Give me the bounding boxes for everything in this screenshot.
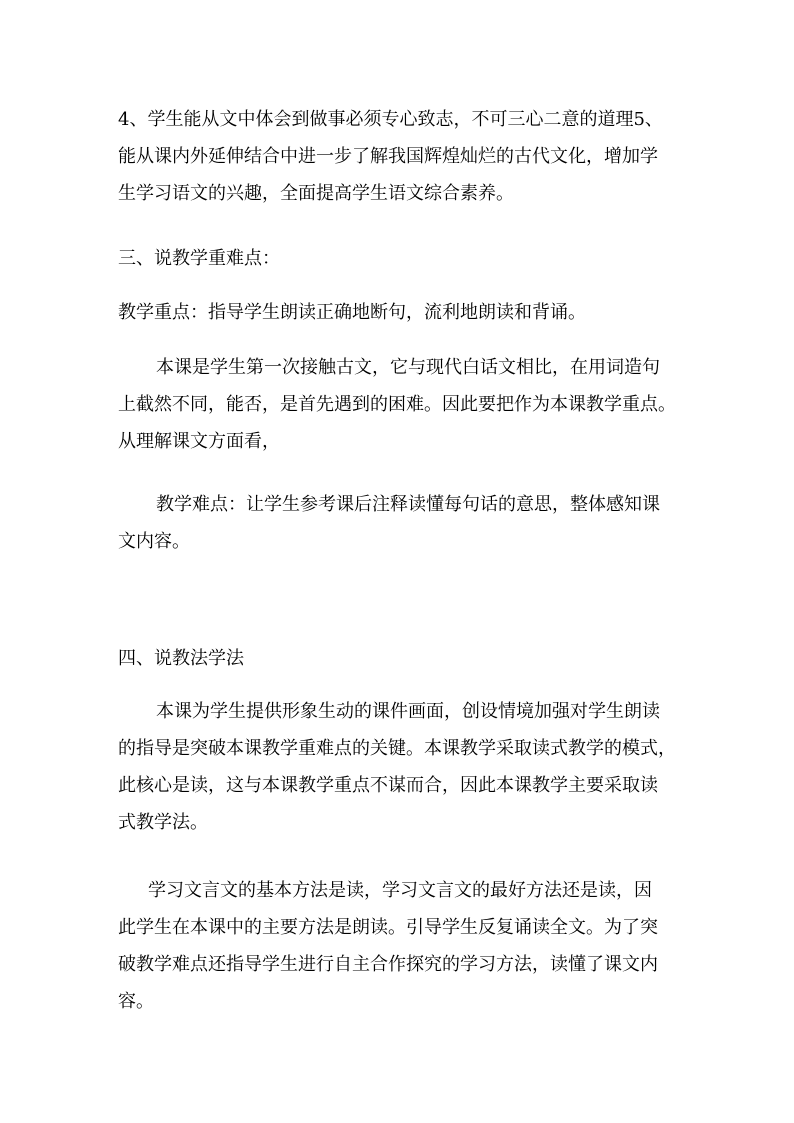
section-heading-methods: 四、说教法学法 bbox=[118, 648, 244, 669]
text-line: 式教学法。 bbox=[118, 812, 208, 833]
text-line: 生学习语文的兴趣，全面提高学生语文综合素养。 bbox=[118, 183, 514, 204]
text-line: 上截然不同，能否，是首先遇到的困难。因此要把作为本课教学重点。 bbox=[118, 394, 676, 415]
text-line: 教学难点：让学生参考课后注释读懂每句话的意思，整体感知课 bbox=[156, 494, 660, 515]
text-line: 破教学难点还指导学生进行自主合作探究的学习方法，读懂了课文内 bbox=[118, 954, 658, 975]
difficulty-paragraph bbox=[118, 486, 683, 560]
section-heading-key-points: 三、说教学重难点： bbox=[118, 248, 280, 269]
key-point-paragraph: 教学重点：指导学生朗读正确地断句，流利地朗读和背诵。 bbox=[118, 302, 586, 323]
text-line: 本课是学生第一次接触古文，它与现代白话文相比，在用词造句 bbox=[156, 357, 660, 378]
teaching-goals-4-5 bbox=[118, 101, 683, 212]
study-method-paragraph bbox=[118, 872, 683, 1020]
text-line: 此核心是读，这与本课教学重点不谋而合，因此本课教学主要采取读 bbox=[118, 775, 658, 796]
text-line: 此学生在本课中的主要方法是朗读。引导学生反复诵读全文。为了突 bbox=[118, 917, 658, 938]
text-line: 的指导是突破本课教学重难点的关键。本课教学采取读式教学的模式， bbox=[118, 738, 676, 759]
text-line: 从理解课文方面看， bbox=[118, 431, 280, 452]
text-line: 能从课内外延伸结合中进一步了解我国辉煌灿烂的古代文化，增加学 bbox=[118, 146, 658, 167]
text-line: 本课为学生提供形象生动的课件画面，创设情境加强对学生朗读 bbox=[156, 701, 660, 722]
text-line: 学习文言文的基本方法是读，学习文言文的最好方法还是读，因 bbox=[148, 880, 652, 901]
text-line: 文内容。 bbox=[118, 531, 190, 552]
text-line: 4、学生能从文中体会到做事必须专心致志，不可三心二意的道理5、 bbox=[118, 109, 663, 130]
text-line: 容。 bbox=[118, 991, 154, 1012]
key-point-reason-paragraph bbox=[118, 349, 683, 460]
teaching-method-paragraph bbox=[118, 693, 683, 841]
